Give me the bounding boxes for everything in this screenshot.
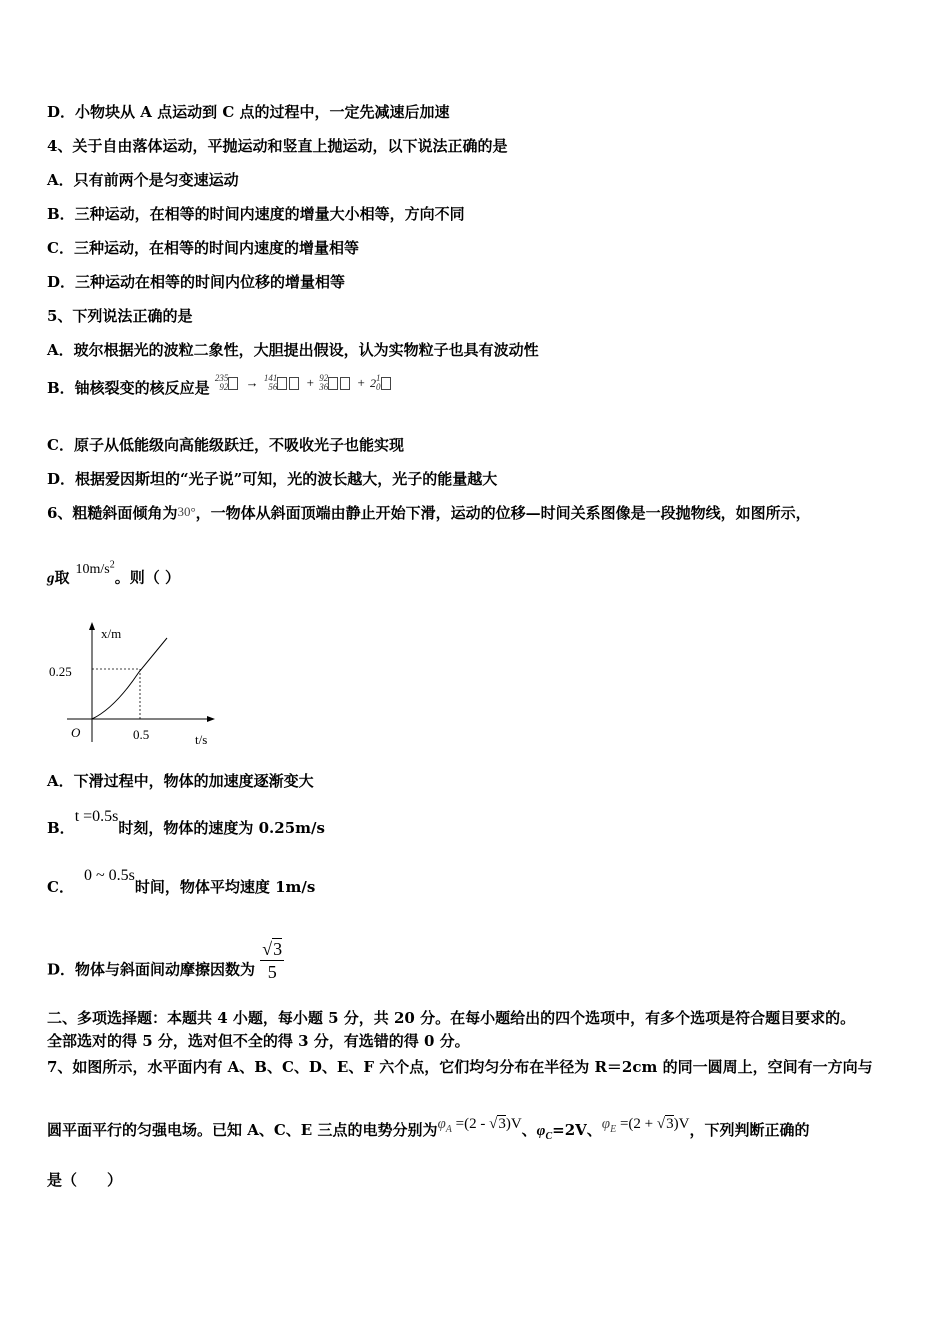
- phi-c-expression: $\varphi_C$: [536, 1123, 553, 1142]
- q5-option-b-prefix: B．铀核裂变的核反应是: [47, 379, 210, 397]
- q7-stem-line1: 7、如图所示，水平面内有 A、B、C、D、E、F 六个点，它们均匀分布在半径为 R＝2cm 的同一圆周上，空间有一方向与: [47, 1058, 873, 1076]
- q4-stem: 4、关于自由落体运动，平抛运动和竖直上抛运动，以下说法正确的是: [47, 137, 508, 155]
- u-nuclide-numbers: 235 92: [214, 373, 229, 392]
- q4-option-a: A．只有前两个是匀变速运动: [47, 171, 239, 189]
- t-axis-arrow: [207, 716, 215, 722]
- q6-stem-part2: ，一物体从斜面顶端由静止开始下滑，运动的位移—时间关系图像是一段抛物线，如图所示，: [195, 504, 811, 522]
- q6-option-d: [47, 939, 284, 993]
- q6-option-b-label: B．: [47, 819, 75, 837]
- y-tick-label: 0.25: [49, 664, 72, 679]
- q6-g-line: [47, 559, 180, 590]
- q6-option-c-text: 时间，物体平均速度 1m/s: [134, 878, 316, 896]
- x-tick-label: 0.5: [133, 727, 150, 742]
- q5-stem: 5、下列说法正确的是: [47, 307, 193, 325]
- q7-stem-line2: [47, 1116, 810, 1147]
- nuclear-equation: [215, 373, 393, 391]
- q4-option-c: C．三种运动，在相等的时间内速度的增量相等: [47, 239, 359, 257]
- q7-stem-line3: 是（ ）: [47, 1171, 123, 1189]
- q5-option-d: D．根据爱因斯坦的“光子说”可知，光的波长越大，光子的能量越大: [47, 470, 498, 488]
- element-symbol-box: [340, 377, 350, 390]
- fraction-numerator: √3: [262, 939, 283, 959]
- q6-option-b-text: 时刻，物体的速度为 0.25m/s: [118, 819, 325, 837]
- phi-e-expression: $\varphi_E =(2 + √3)V$: [601, 1116, 690, 1135]
- q6-option-c-math: 0 ~ 0.5s: [83, 867, 135, 884]
- q6-option-b-math: t =0.5s: [74, 808, 119, 825]
- arrow: →: [245, 375, 259, 390]
- element-symbol-box: [328, 377, 338, 390]
- x-axis-arrow: [89, 622, 95, 630]
- plus-sign: +: [306, 375, 314, 390]
- element-symbol-box: [228, 377, 238, 390]
- element-symbol-box: [289, 377, 299, 390]
- incline-angle: 30°: [177, 504, 196, 519]
- q4-option-d: D．三种运动在相等的时间内位移的增量相等: [47, 273, 346, 291]
- q3-option-d: D．小物块从 A 点运动到 C 点的过程中，一定先减速后加速: [47, 103, 450, 121]
- q6-option-c-label: C．: [47, 878, 74, 896]
- section2-header-line1: 二、多项选择题：本题共 4 小题，每小题 5 分，共 20 分。在每小题给出的四个选项中，有多个选项是符合题目要求的。: [47, 1009, 856, 1027]
- q6-stem-end: 。则（ ）: [114, 568, 180, 587]
- origin-label: O: [71, 725, 81, 740]
- element-symbol-box: [381, 377, 391, 390]
- q5-option-a: A．玻尔根据光的波粒二象性，大胆提出假设，认为实物粒子也具有波动性: [47, 341, 539, 359]
- t-axis-label: t/s: [195, 732, 208, 747]
- q6-option-d-label: D．物体与斜面间动摩擦因数为: [47, 960, 256, 979]
- fraction-denominator: 5: [267, 962, 277, 982]
- g-value: $10m/s^2$: [75, 559, 115, 577]
- separator: 、: [521, 1121, 537, 1139]
- q6-option-a: A．下滑过程中，物体的加速度逐渐变大: [47, 772, 314, 790]
- q6-stem-part1: 6、粗糙斜面倾角为: [47, 504, 178, 522]
- section2-header-line2: 全部选对的得 5 分，选对但不全的得 3 分，有选错的得 0 分。: [47, 1032, 470, 1050]
- q6-option-c: [47, 867, 316, 898]
- q7-stem-line2-end: ，下列判断正确的: [689, 1121, 810, 1139]
- neutron-coefficient: 2: [370, 376, 377, 390]
- q5-option-c: C．原子从低能级向高能级跃迁，不吸收光子也能实现: [47, 436, 404, 454]
- q6-stem: [47, 503, 811, 524]
- q5-option-b: [47, 373, 393, 399]
- ba-nuclide-numbers: 141 56: [263, 373, 278, 392]
- position-time-graph: [45, 612, 225, 752]
- element-symbol-box: [277, 377, 287, 390]
- g-symbol: g: [47, 570, 55, 587]
- g-take: 取: [54, 568, 70, 587]
- parabola-curve: [92, 638, 167, 719]
- x-axis-label: x/m: [101, 626, 122, 641]
- n-nuclide-numbers: 1 0: [376, 373, 381, 392]
- q6-option-b: [47, 808, 325, 839]
- kr-nuclide-numbers: 92 36: [319, 373, 329, 392]
- friction-coefficient-fraction: [260, 938, 284, 983]
- q7-stem-line2-part1: 圆平面平行的匀强电场。已知 A、C、E 三点的电势分别为: [47, 1121, 438, 1139]
- phi-c-value: =2V、: [552, 1121, 602, 1139]
- q4-option-b: B．三种运动，在相等的时间内速度的增量大小相等，方向不同: [47, 205, 465, 223]
- phi-a-expression: $\varphi_A =(2 - √3)V$: [437, 1116, 522, 1135]
- plus-sign: +: [357, 375, 365, 390]
